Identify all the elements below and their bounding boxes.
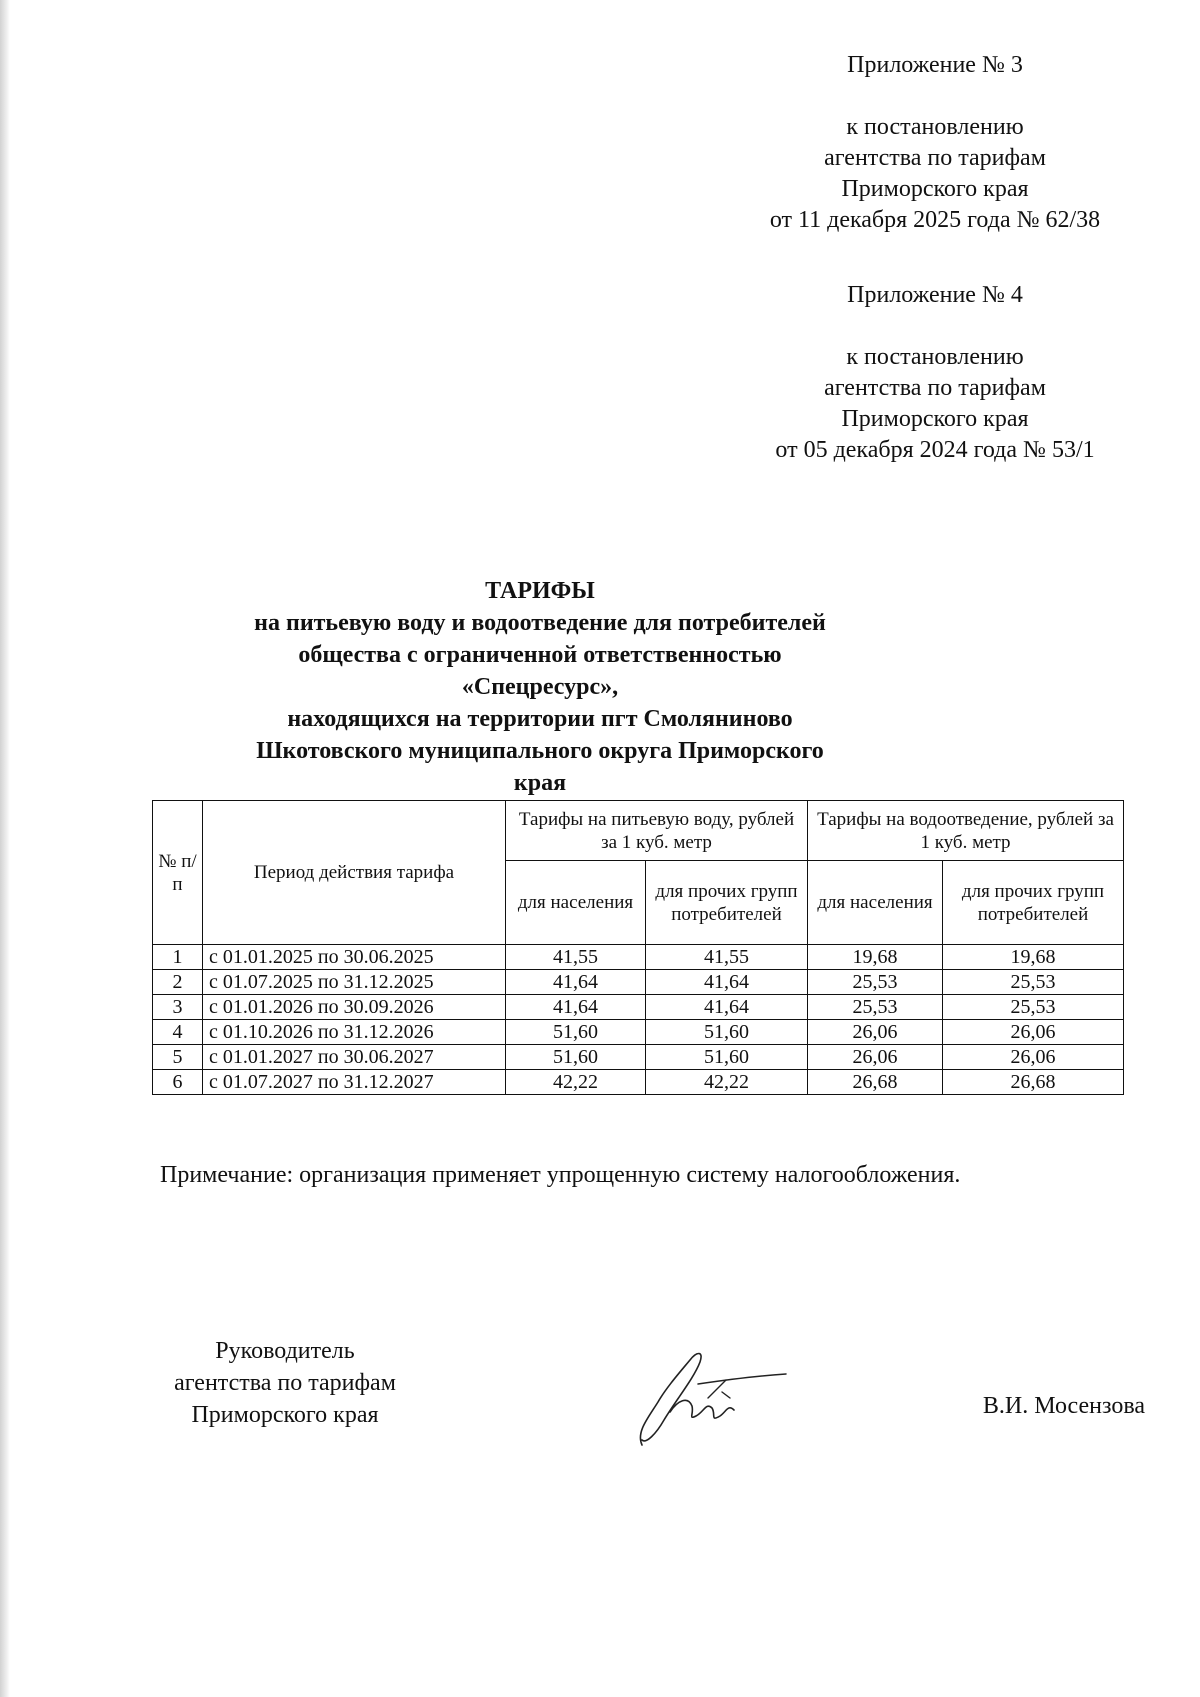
appendix-4-line: от 05 декабря 2024 года № 53/1 <box>775 437 1095 463</box>
appendix-3-line: агентства по тарифам <box>824 145 1046 171</box>
header-sewer-population: для населения <box>808 861 943 945</box>
header-sewer-other: для прочих групп потребителей <box>943 861 1124 945</box>
cell-sewer-other: 25,53 <box>943 970 1124 995</box>
signer-position-line: Приморского края <box>191 1402 379 1428</box>
cell-num: 6 <box>153 1070 203 1095</box>
cell-period: с 01.01.2027 по 30.06.2027 <box>203 1045 506 1070</box>
cell-sewer-population: 19,68 <box>808 945 943 970</box>
cell-water-other: 41,55 <box>646 945 808 970</box>
tax-note: Примечание: организация применяет упрощенную систему налогообложения. <box>160 1162 961 1188</box>
header-period: Период действия тарифа <box>203 801 506 945</box>
cell-num: 3 <box>153 995 203 1020</box>
header-sewer-group: Тарифы на водоотведение, рублей за 1 куб. метр <box>808 801 1124 861</box>
cell-sewer-population: 26,68 <box>808 1070 943 1095</box>
cell-sewer-population: 25,53 <box>808 970 943 995</box>
cell-num: 5 <box>153 1045 203 1070</box>
header-water-population: для населения <box>506 861 646 945</box>
signer-name: В.И. Мосензова <box>982 1393 1145 1419</box>
cell-water-other: 42,22 <box>646 1070 808 1095</box>
cell-sewer-other: 25,53 <box>943 995 1124 1020</box>
cell-water-population: 41,64 <box>506 970 646 995</box>
title-line: находящихся на территории пгт Смоляниново <box>287 706 793 732</box>
cell-water-population: 51,60 <box>506 1020 646 1045</box>
cell-period: с 01.10.2026 по 31.12.2026 <box>203 1020 506 1045</box>
header-num: № п/п <box>153 801 203 945</box>
cell-water-other: 41,64 <box>646 970 808 995</box>
appendix-3-number: Приложение № 3 <box>847 52 1023 78</box>
cell-sewer-population: 26,06 <box>808 1045 943 1070</box>
cell-water-population: 51,60 <box>506 1045 646 1070</box>
cell-water-population: 42,22 <box>506 1070 646 1095</box>
table-row <box>153 970 1124 995</box>
cell-water-other: 51,60 <box>646 1045 808 1070</box>
appendix-4-line: агентства по тарифам <box>824 375 1046 401</box>
header-water-other: для прочих групп потребителей <box>646 861 808 945</box>
cell-sewer-population: 25,53 <box>808 995 943 1020</box>
document-title <box>230 575 850 799</box>
appendix-3-line: от 11 декабря 2025 года № 62/38 <box>769 207 1101 233</box>
cell-water-other: 41,64 <box>646 995 808 1020</box>
appendix-3-line: к постановлению <box>846 114 1024 140</box>
cell-sewer-other: 26,68 <box>943 1070 1124 1095</box>
title-line: Шкотовского муниципального округа Приморского края <box>256 738 824 796</box>
cell-period: с 01.07.2027 по 31.12.2027 <box>203 1070 506 1095</box>
title-line: общества с ограниченной ответственностью «Спецресурс», <box>298 642 782 700</box>
appendix-4-line: Приморского края <box>841 406 1029 432</box>
cell-sewer-other: 26,06 <box>943 1020 1124 1045</box>
appendix-4-line: к постановлению <box>846 344 1024 370</box>
table-row <box>153 945 1124 970</box>
table-row <box>153 1020 1124 1045</box>
cell-num: 1 <box>153 945 203 970</box>
scan-edge-shadow <box>0 0 10 1697</box>
cell-sewer-population: 26,06 <box>808 1020 943 1045</box>
appendix-4-block <box>700 280 1170 466</box>
cell-num: 2 <box>153 970 203 995</box>
signer-position-line: Руководитель <box>215 1338 355 1364</box>
signer-position-line: агентства по тарифам <box>174 1370 396 1396</box>
title-line: на питьевую воду и водоотведение для потребителей <box>254 610 826 636</box>
cell-water-other: 51,60 <box>646 1020 808 1045</box>
cell-period: с 01.01.2025 по 30.06.2025 <box>203 945 506 970</box>
header-water-group: Тарифы на питьевую воду, рублей за 1 куб. метр <box>506 801 808 861</box>
title-heading: ТАРИФЫ <box>485 578 595 604</box>
table-row <box>153 995 1124 1020</box>
cell-num: 4 <box>153 1020 203 1045</box>
table-row <box>153 1045 1124 1070</box>
signer-position <box>140 1335 430 1431</box>
cell-period: с 01.07.2025 по 31.12.2025 <box>203 970 506 995</box>
cell-sewer-other: 19,68 <box>943 945 1124 970</box>
appendix-3-block <box>700 50 1170 236</box>
cell-water-population: 41,55 <box>506 945 646 970</box>
table-row <box>153 1070 1124 1095</box>
handwritten-signature <box>630 1340 790 1450</box>
appendix-4-number: Приложение № 4 <box>847 282 1023 308</box>
appendix-3-line: Приморского края <box>841 176 1029 202</box>
cell-sewer-other: 26,06 <box>943 1045 1124 1070</box>
cell-water-population: 41,64 <box>506 995 646 1020</box>
cell-period: с 01.01.2026 по 30.09.2026 <box>203 995 506 1020</box>
tariff-table <box>152 800 1124 1095</box>
tariff-table-body <box>153 945 1124 1095</box>
